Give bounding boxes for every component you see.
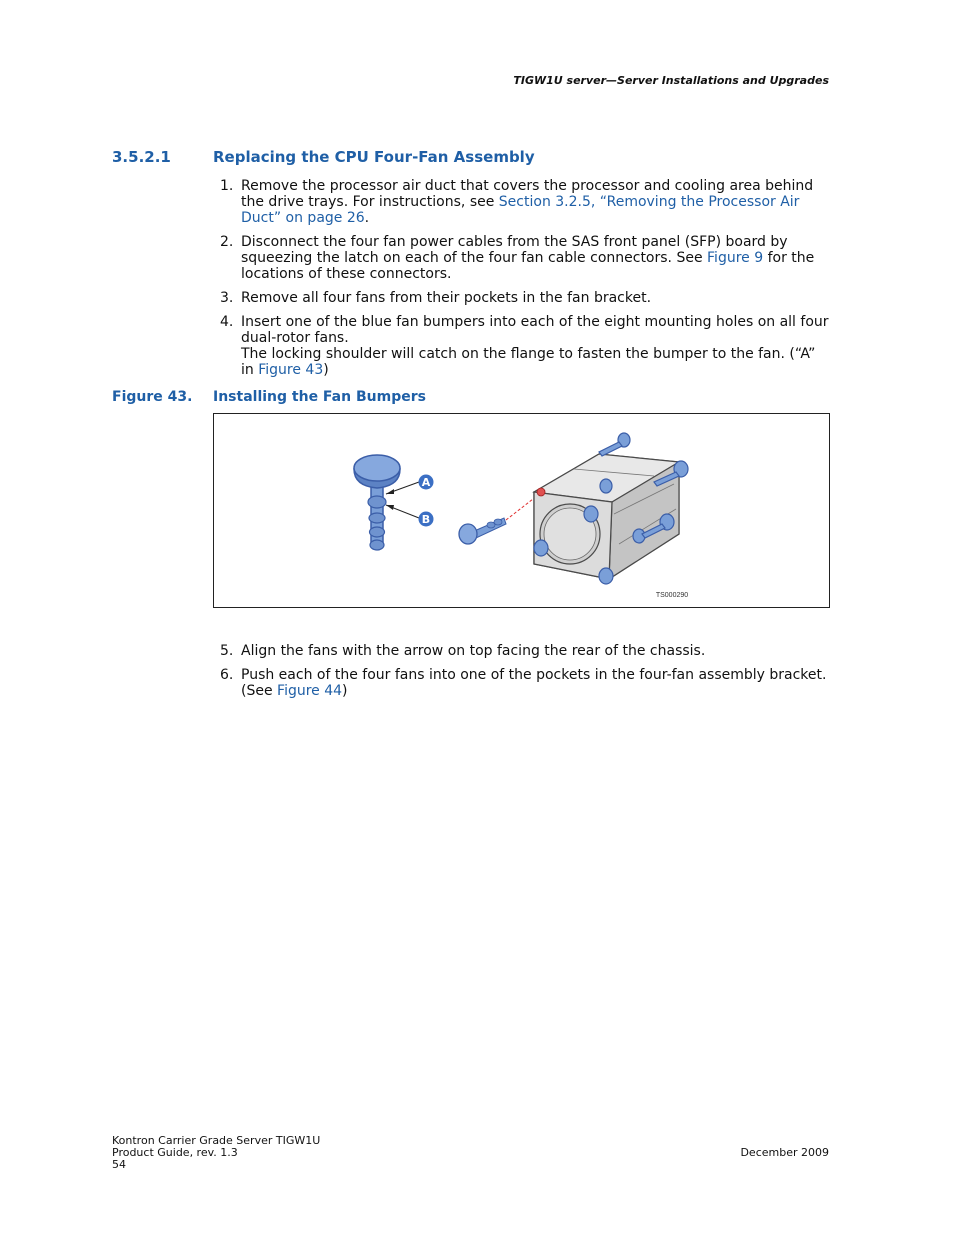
step-text: Remove the processor air duct that covers the processor and cooling area behind the drive trays. For instructions, see bbox=[241, 178, 814, 210]
footer-left bbox=[112, 1135, 320, 1171]
figure-43-link[interactable]: Figure 43 bbox=[258, 362, 324, 378]
bumper-small bbox=[459, 518, 506, 544]
image-id: TS000290 bbox=[655, 592, 689, 599]
step-4 bbox=[220, 314, 832, 378]
footer-product: Kontron Carrier Grade Server TIGW1U bbox=[112, 1134, 321, 1147]
fan-housing bbox=[534, 454, 679, 579]
figure-frame bbox=[213, 413, 830, 608]
step-3 bbox=[220, 290, 832, 306]
step-number: 6. bbox=[220, 667, 234, 683]
step-note bbox=[241, 346, 832, 378]
step-6 bbox=[220, 667, 832, 699]
step-1 bbox=[220, 178, 832, 226]
step-text: Push each of the four fans into one of the pockets in the four-fan assembly bracket. (See bbox=[241, 667, 827, 699]
step-text-end: . bbox=[364, 210, 370, 226]
step-text: Align the fans with the arrow on top facing the rear of the chassis. bbox=[241, 643, 706, 659]
figure-9-link[interactable]: Figure 9 bbox=[707, 250, 764, 266]
step-text: Disconnect the four fan power cables from the SAS front panel (SFP) board by squeezing the latch on each of the four fan cable connectors. See bbox=[241, 234, 788, 266]
step-number: 1. bbox=[220, 178, 234, 194]
figure-44-link[interactable]: Figure 44 bbox=[277, 683, 343, 699]
step-note-text: The locking shoulder will catch on the flange to fasten the bumper to the fan. (“A” in bbox=[241, 346, 816, 378]
callout-b-arrow bbox=[386, 505, 394, 510]
bumper-enlarged bbox=[354, 455, 400, 550]
callout-b-label: B bbox=[421, 513, 431, 526]
callout-a-label: A bbox=[421, 476, 431, 489]
step-text: Remove all four fans from their pockets in the fan bracket. bbox=[241, 290, 652, 306]
callout-a-arrow bbox=[386, 489, 394, 494]
step-number: 2. bbox=[220, 234, 234, 250]
figure-title: Installing the Fan Bumpers bbox=[213, 389, 426, 405]
footer-date: December 2009 bbox=[740, 1146, 829, 1159]
step-number: 4. bbox=[220, 314, 234, 330]
step-note-end: ) bbox=[323, 362, 329, 378]
figure-number: Figure 43. bbox=[112, 389, 193, 405]
step-text-end: for the locations of these connectors. bbox=[241, 250, 815, 282]
step-5 bbox=[220, 643, 832, 659]
page-number: 54 bbox=[112, 1158, 126, 1171]
step-number: 5. bbox=[220, 643, 234, 659]
section-number: 3.5.2.1 bbox=[112, 148, 171, 166]
running-header: TIGW1U server—Server Installations and Upgrades bbox=[513, 74, 829, 87]
fan-bumper-illustration bbox=[214, 414, 829, 607]
step-text-end: ) bbox=[342, 683, 348, 699]
footer-guide: Product Guide, rev. 1.3 bbox=[112, 1146, 238, 1159]
section-title: Replacing the CPU Four-Fan Assembly bbox=[213, 148, 535, 166]
step-number: 3. bbox=[220, 290, 234, 306]
step-2 bbox=[220, 234, 832, 282]
section-link[interactable]: Section 3.2.5, “Removing the Processor Air Duct” on page 26 bbox=[241, 194, 800, 226]
steps-list-b bbox=[220, 643, 832, 699]
step-text: Insert one of the blue fan bumpers into each of the eight mounting holes on all four dual-rotor fans. bbox=[241, 314, 829, 346]
steps-list-a bbox=[220, 178, 832, 378]
